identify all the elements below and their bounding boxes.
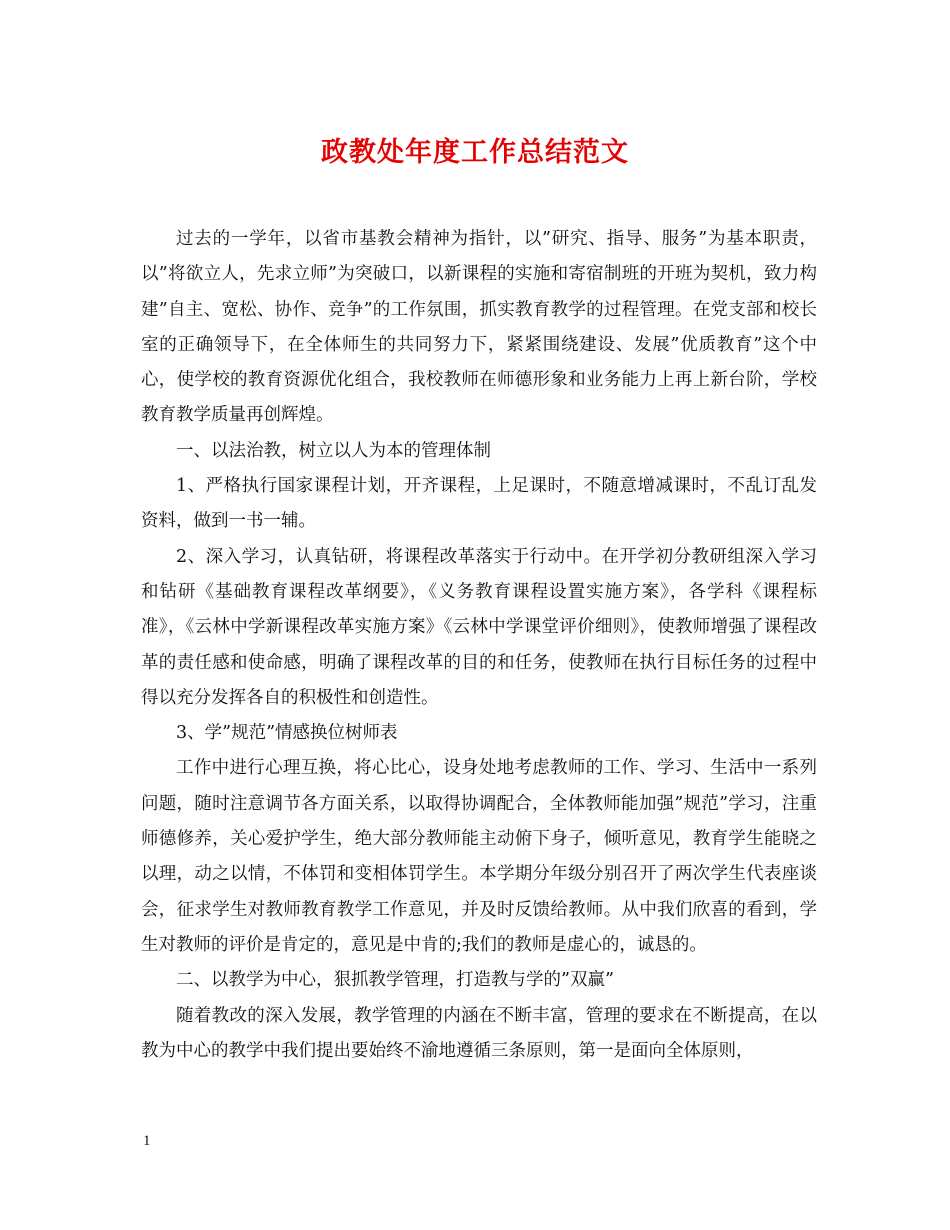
paragraph-intro: 过去的一学年，以省市基教会精神为指针，以”研究、指导、服务”为基本职责，以”将欲立人，先求立师”为突破口，以新课程的实施和寄宿制班的开班为契机，致力构建”自主、宽松、协作、竞争”的工作氛围，抓实教育教学的过程管理。在党支部和校长室的正确领导下，在全体师生的共同努力下，紧紧围绕建设、发展”优质教育”这个中心，使学校的教育资源优化组合，我校教师在师德形象和业务能力上再上新台阶，学校教育教学质量再创辉煌。 — [141, 229, 817, 426]
section-heading-1: 一、以法治教，树立以人为本的管理体制 — [176, 440, 491, 461]
document-title: 政教处年度工作总结范文 — [321, 137, 629, 168]
document-body — [141, 222, 817, 1069]
paragraph-item-3-body: 工作中进行心理互换，将心比心，设身处地考虑教师的工作、学习、生活中一系列问题，随时注意调节各方面关系，以取得协调配合，全体教师能加强”规范”学习，注重师德修养，关心爱护学生，绝大部分教师能主动俯下身子，倾听意见，教育学生能晓之以理，动之以情，不体罚和变相体罚学生。本学期分年级分别召开了两次学生代表座谈会，征求学生对教师教育教学工作意见，并及时反馈给教师。从中我们欣喜的看到，学生对教师的评价是肯定的，意见是中肯的;我们的教师是虚心的，诚恳的。 — [141, 758, 817, 955]
paragraph-item-2: 2、深入学习，认真钻研，将课程改革落实于行动中。在开学初分教研组深入学习和钻研《基础教育课程改革纲要》，《义务教育课程设置实施方案》，各学科《课程标准》，《云林中学新课程改革实施方案》《云林中学课堂评价细则》，使教师增强了课程改革的责任感和使命感，明确了课程改革的目的和任务，使教师在执行目标任务的过程中得以充分发挥各自的积极性和创造性。 — [141, 546, 817, 708]
section-heading-2: 二、以教学为中心，狠抓教学管理，打造教与学的”双赢” — [176, 970, 614, 991]
paragraph-section-2-body: 随着教改的深入发展，教学管理的内涵在不断丰富，管理的要求在不断提高，在以教为中心的教学中我们提出要始终不渝地遵循三条原则，第一是面向全体原则， — [141, 1005, 817, 1061]
paragraph-item-3: 3、学”规范”情感换位树师表 — [176, 723, 398, 744]
page-number: 1 — [143, 1133, 151, 1149]
paragraph-item-1: 1、严格执行国家课程计划，开齐课程，上足课时，不随意增减课时，不乱订乱发资料，做到一书一辅。 — [141, 476, 817, 532]
